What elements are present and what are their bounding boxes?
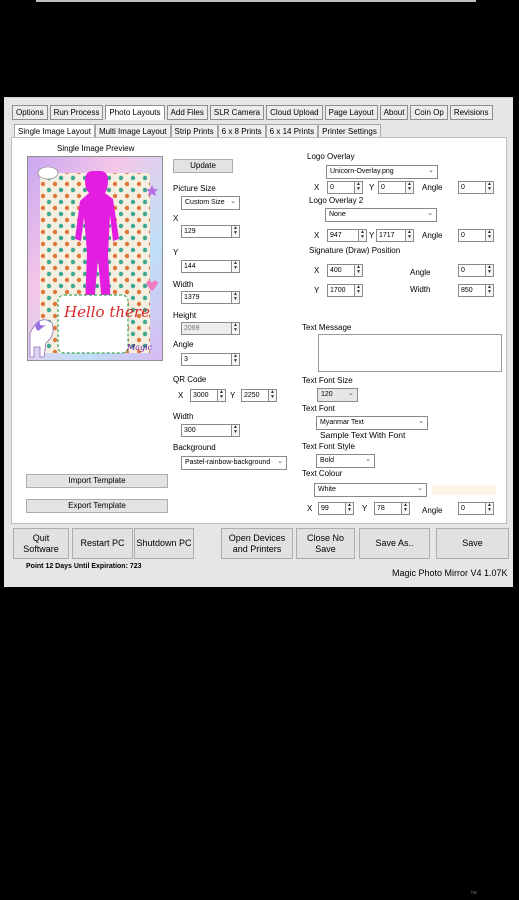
single-image-layout-panel — [11, 137, 507, 524]
angle-label: Angle — [173, 340, 194, 349]
text-y-value: 78 — [377, 505, 385, 512]
tab-strip-prints[interactable]: Strip Prints — [171, 124, 218, 138]
image-angle-input[interactable] — [181, 353, 240, 366]
save-button[interactable]: Save — [436, 528, 509, 559]
logo-x-label: X — [314, 183, 320, 192]
text-font-size-value: 120 — [321, 391, 333, 398]
spinner-arrows-icon[interactable]: ▲ ▼ — [405, 230, 413, 241]
text-font-style-value: Bold — [320, 457, 335, 464]
tab-cloud-upload[interactable]: Cloud Upload — [266, 105, 322, 120]
chevron-down-icon: ⌄ — [418, 418, 424, 425]
preview-title: Single Image Preview — [57, 144, 135, 153]
signature-angle-input[interactable] — [458, 264, 494, 277]
x-label: X — [173, 214, 179, 223]
text-angle-label: Angle — [422, 506, 443, 515]
image-height-input — [181, 322, 240, 335]
spinner-arrows-icon[interactable]: ▲ ▼ — [485, 265, 493, 276]
preview-signature-text: Magic — [127, 343, 153, 352]
tab-multi-image-layout[interactable]: Multi Image Layout — [95, 124, 171, 138]
logo2-y-value: 1717 — [379, 232, 395, 239]
restart-pc-button[interactable]: Restart PC — [72, 528, 133, 559]
qr-width-input[interactable] — [181, 424, 240, 437]
logo2-angle-label: Angle — [422, 231, 443, 240]
image-y-input[interactable] — [181, 260, 240, 273]
status-text: Point 12 Days Until Expiration: 723 — [26, 563, 142, 570]
background-value: Pastel-rainbow-background — [185, 459, 271, 466]
spinner-arrows-icon[interactable]: ▲ ▼ — [231, 425, 239, 436]
open-devices-button[interactable]: Open Devices and Printers — [221, 528, 293, 559]
tab-photo-layouts[interactable]: Photo Layouts — [105, 105, 164, 120]
chevron-down-icon: ⌄ — [277, 458, 283, 465]
tab-single-image-layout[interactable]: Single Image Layout — [14, 124, 95, 138]
text-font-style-label: Text Font Style — [302, 442, 355, 451]
chevron-down-icon: ⌄ — [348, 390, 354, 397]
logo-angle-label: Angle — [422, 183, 443, 192]
text-colour-value: White — [318, 486, 336, 493]
text-y-label: Y — [362, 504, 368, 513]
qr-x-input[interactable] — [190, 389, 226, 402]
y-label: Y — [173, 248, 179, 257]
logo2-x-label: X — [314, 231, 320, 240]
signature-x-value: 400 — [330, 267, 342, 274]
spinner-arrows-icon[interactable]: ▲ ▼ — [485, 182, 493, 193]
qr-y-label: Y — [230, 391, 236, 400]
spinner-arrows-icon[interactable]: ▲ ▼ — [405, 182, 413, 193]
tab-printer-settings[interactable]: Printer Settings — [318, 124, 381, 138]
qr-x-label: X — [178, 391, 184, 400]
qr-y-value: 2250 — [244, 392, 260, 399]
export-template-button[interactable]: Export Template — [26, 499, 168, 513]
logo-overlay-2-label: Logo Overlay 2 — [309, 196, 364, 205]
text-angle-input[interactable] — [458, 502, 494, 515]
spinner-arrows-icon[interactable]: ▲ ▼ — [485, 285, 493, 296]
signature-x-input[interactable] — [327, 264, 363, 277]
background-dropdown[interactable] — [181, 456, 287, 470]
logo2-x-input[interactable] — [327, 229, 367, 242]
text-x-value: 99 — [321, 505, 329, 512]
qr-width-value: 300 — [184, 427, 196, 434]
quit-software-button[interactable]: Quit Software — [13, 528, 69, 559]
spinner-arrows-icon[interactable]: ▲ ▼ — [345, 503, 353, 514]
logo2-x-value: 947 — [330, 232, 342, 239]
spinner-arrows-icon[interactable]: ▲ ▼ — [268, 390, 276, 401]
app-window — [4, 97, 513, 587]
close-no-save-button[interactable]: Close No Save — [296, 528, 355, 559]
background-label: Background — [173, 443, 216, 452]
spinner-arrows-icon[interactable]: ▲ ▼ — [354, 285, 362, 296]
text-x-label: X — [307, 504, 313, 513]
signature-y-label: Y — [314, 286, 320, 295]
main-tab-bar — [12, 105, 493, 120]
tab-6x8-prints[interactable]: 6 x 8 Prints — [218, 124, 266, 138]
qr-y-input[interactable] — [241, 389, 277, 402]
text-message-input[interactable] — [318, 334, 502, 372]
picture-size-dropdown[interactable] — [181, 196, 240, 210]
spinner-arrows-icon[interactable]: ▲ ▼ — [354, 265, 362, 276]
text-colour-swatch[interactable] — [432, 485, 496, 495]
spinner-arrows-icon[interactable]: ▲ ▼ — [231, 292, 239, 303]
spinner-arrows-icon[interactable]: ▲ ▼ — [217, 390, 225, 401]
logo-y-value: 0 — [381, 184, 385, 191]
logo-overlay-dropdown[interactable] — [326, 165, 438, 179]
preview-image — [28, 157, 162, 360]
text-font-style-dropdown[interactable] — [316, 454, 375, 468]
logo-x-input[interactable] — [327, 181, 363, 194]
update-button[interactable]: Update — [173, 159, 233, 173]
signature-angle-value: 0 — [461, 267, 465, 274]
tab-slr-camera[interactable]: SLR Camera — [210, 105, 264, 120]
spinner-arrows-icon[interactable]: ▲ ▼ — [231, 226, 239, 237]
signature-y-input[interactable] — [327, 284, 363, 297]
logo-y-input[interactable] — [378, 181, 414, 194]
image-x-input[interactable] — [181, 225, 240, 238]
qr-code-label: QR Code — [173, 375, 207, 384]
signature-label: Signature (Draw) Position — [309, 246, 401, 255]
qr-x-value: 3000 — [193, 392, 209, 399]
font-sample-text: Sample Text With Font — [320, 430, 406, 440]
text-font-value: Myanmar Text — [320, 419, 364, 426]
text-font-size-dropdown[interactable] — [317, 388, 358, 402]
signature-y-value: 1700 — [330, 287, 346, 294]
spinner-arrows-icon[interactable]: ▲ ▼ — [354, 182, 362, 193]
top-edge-line — [36, 0, 476, 2]
text-font-size-label: Text Font Size — [302, 376, 353, 385]
shutdown-pc-button[interactable]: Shutdown PC — [134, 528, 194, 559]
logo2-y-input[interactable] — [376, 229, 414, 242]
logo-angle-input[interactable] — [458, 181, 494, 194]
width-label: Width — [173, 280, 194, 289]
tab-options[interactable]: Options — [12, 105, 48, 120]
image-angle-value: 3 — [184, 356, 188, 363]
image-height-value: 2069 — [184, 325, 200, 332]
spinner-arrows-icon[interactable]: ▲ ▼ — [485, 503, 493, 514]
single-image-preview — [27, 156, 163, 361]
corner-mark: ™ — [470, 891, 477, 898]
logo-overlay-value: Unicorn-Overlay.png — [330, 168, 394, 175]
logo-overlay-label: Logo Overlay — [307, 152, 355, 161]
version-text: Magic Photo Mirror V4 1.07K — [392, 568, 508, 578]
spinner-arrows-icon[interactable]: ▲ ▼ — [231, 354, 239, 365]
logo-y-label: Y — [369, 183, 375, 192]
height-label: Height — [173, 311, 197, 320]
save-as-button[interactable]: Save As.. — [359, 528, 430, 559]
tab-6x14-prints[interactable]: 6 x 14 Prints — [266, 124, 318, 138]
text-colour-label: Text Colour — [302, 469, 343, 478]
image-x-value: 129 — [184, 228, 196, 235]
logo-overlay-2-value: None — [329, 211, 346, 218]
spinner-arrows-icon: ▲ ▼ — [231, 323, 239, 334]
import-template-button[interactable]: Import Template — [26, 474, 168, 488]
text-message-label: Text Message — [302, 323, 352, 332]
logo-x-value: 0 — [330, 184, 334, 191]
text-angle-value: 0 — [461, 505, 465, 512]
tab-page-layout[interactable]: Page Layout — [325, 105, 378, 120]
spinner-arrows-icon[interactable]: ▲ ▼ — [401, 503, 409, 514]
text-font-label: Text Font — [302, 404, 335, 413]
tab-about[interactable]: About — [380, 105, 409, 120]
text-y-input[interactable] — [374, 502, 410, 515]
picture-size-value: Custom Size — [185, 199, 225, 206]
signature-width-label: Width — [410, 285, 431, 294]
spinner-arrows-icon[interactable]: ▲ ▼ — [358, 230, 366, 241]
chevron-down-icon: ⌄ — [427, 210, 433, 217]
chevron-down-icon: ⌄ — [230, 198, 236, 205]
logo-overlay-2-dropdown[interactable] — [325, 208, 437, 222]
image-width-value: 1379 — [184, 294, 200, 301]
logo2-angle-input[interactable] — [458, 229, 494, 242]
signature-x-label: X — [314, 266, 320, 275]
text-x-input[interactable] — [318, 502, 354, 515]
signature-width-value: 850 — [461, 287, 473, 294]
chevron-down-icon: ⌄ — [428, 167, 434, 174]
signature-angle-label: Angle — [410, 268, 431, 277]
qr-width-label: Width — [173, 412, 194, 421]
image-y-value: 144 — [184, 263, 196, 270]
chevron-down-icon: ⌄ — [365, 456, 371, 463]
image-width-input[interactable] — [181, 291, 240, 304]
logo2-y-label: Y — [369, 231, 375, 240]
tab-run-process[interactable]: Run Process — [50, 105, 104, 120]
logo2-angle-value: 0 — [461, 232, 465, 239]
logo-angle-value: 0 — [461, 184, 465, 191]
chevron-down-icon: ⌄ — [417, 485, 423, 492]
text-font-dropdown[interactable] — [316, 416, 428, 430]
tab-revisions[interactable]: Revisions — [450, 105, 493, 120]
signature-width-input[interactable] — [458, 284, 494, 297]
picture-size-label: Picture Size — [173, 184, 216, 193]
spinner-arrows-icon[interactable]: ▲ ▼ — [485, 230, 493, 241]
tab-add-files[interactable]: Add Files — [167, 105, 208, 120]
tab-coin-op[interactable]: Coin Op — [410, 105, 447, 120]
preview-hello-text: Hello there — [64, 303, 150, 321]
text-colour-dropdown[interactable] — [314, 483, 427, 497]
sub-tab-bar — [14, 124, 381, 138]
spinner-arrows-icon[interactable]: ▲ ▼ — [231, 261, 239, 272]
